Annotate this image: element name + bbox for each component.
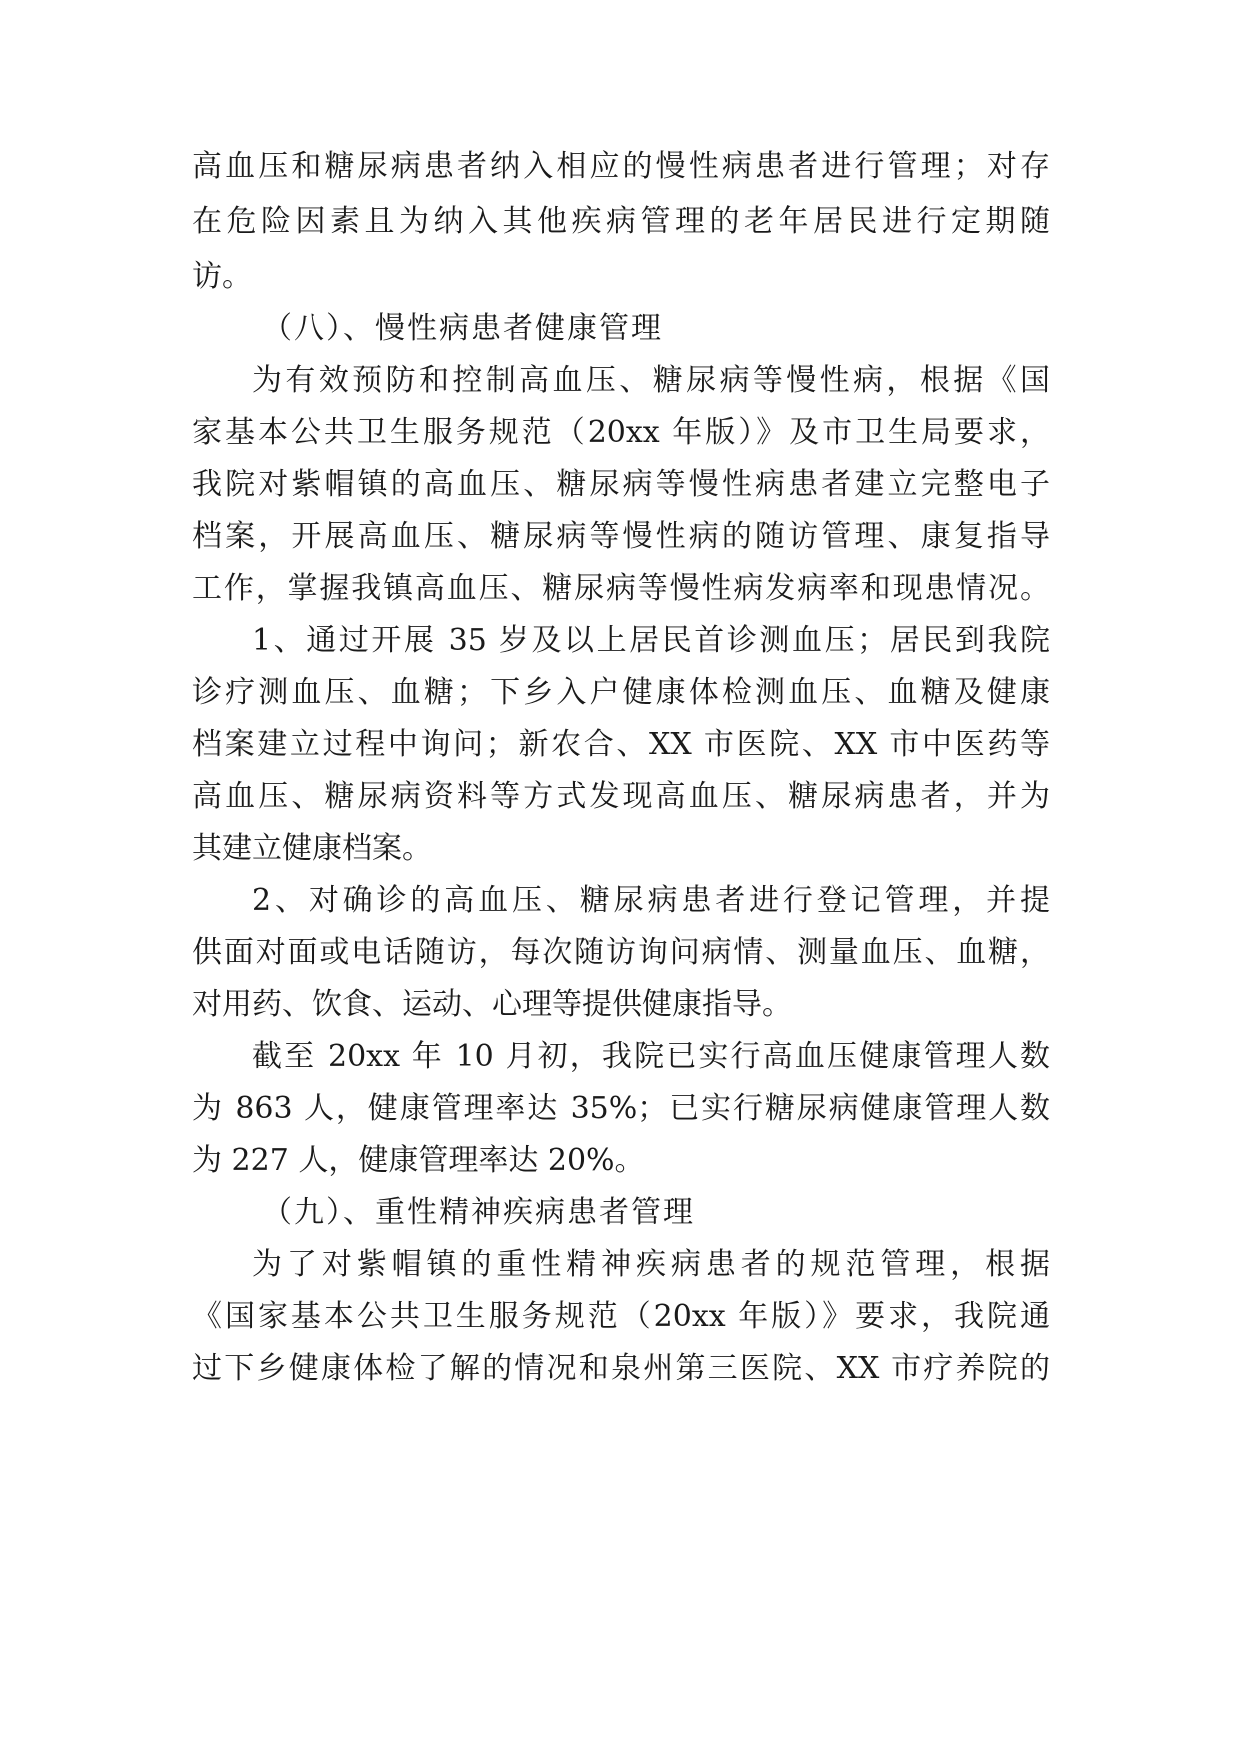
paragraph-line: 其建立健康档案。 <box>192 831 432 866</box>
paragraph-line: 家基本公共卫生服务规范（20xx 年版）》及市卫生局要求， <box>192 415 1050 450</box>
paragraph-line: 档案，开展高血压、糖尿病等慢性病的随访管理、康复指导 <box>192 519 1050 554</box>
paragraph-line: 为有效预防和控制高血压、糖尿病等慢性病，根据《国 <box>252 363 1050 398</box>
paragraph-line: 在危险因素且为纳入其他疾病管理的老年居民进行定期随 <box>192 204 1050 239</box>
paragraph-line: 对用药、饮食、运动、心理等提供健康指导。 <box>192 987 792 1022</box>
paragraph-line: 高血压、糖尿病资料等方式发现高血压、糖尿病患者，并为 <box>192 779 1050 814</box>
paragraph-line: 为了对紫帽镇的重性精神疾病患者的规范管理，根据 <box>252 1247 1050 1282</box>
paragraph-line: 为 227 人，健康管理率达 20%。 <box>192 1143 645 1178</box>
paragraph-line: 截至 20xx 年 10 月初，我院已实行高血压健康管理人数 <box>252 1039 1050 1074</box>
paragraph-line: 过下乡健康体检了解的情况和泉州第三医院、XX 市疗养院的 <box>192 1351 1050 1386</box>
paragraph-line: 1、通过开展 35 岁及以上居民首诊测血压；居民到我院 <box>252 623 1050 658</box>
section-heading-9: （九）、重性精神疾病患者管理 <box>262 1195 695 1230</box>
paragraph-line: 诊疗测血压、血糖；下乡入户健康体检测血压、血糖及健康 <box>192 675 1050 710</box>
paragraph-line: 访。 <box>192 259 252 294</box>
section-heading-8: （八）、慢性病患者健康管理 <box>262 311 663 346</box>
paragraph-line: 供面对面或电话随访，每次随访询问病情、测量血压、血糖， <box>192 935 1050 970</box>
paragraph-line: 《国家基本公共卫生服务规范（20xx 年版）》要求，我院通 <box>192 1299 1050 1334</box>
paragraph-line: 工作，掌握我镇高血压、糖尿病等慢性病发病率和现患情况。 <box>192 571 1050 606</box>
paragraph-line: 高血压和糖尿病患者纳入相应的慢性病患者进行管理；对存 <box>192 149 1050 184</box>
paragraph-line: 为 863 人，健康管理率达 35%；已实行糖尿病健康管理人数 <box>192 1091 1050 1126</box>
paragraph-line: 档案建立过程中询问；新农合、XX 市医院、XX 市中医药等 <box>192 727 1050 762</box>
paragraph-line: 2、对确诊的高血压、糖尿病患者进行登记管理，并提 <box>252 883 1050 918</box>
paragraph-line: 我院对紫帽镇的高血压、糖尿病等慢性病患者建立完整电子 <box>192 467 1050 502</box>
